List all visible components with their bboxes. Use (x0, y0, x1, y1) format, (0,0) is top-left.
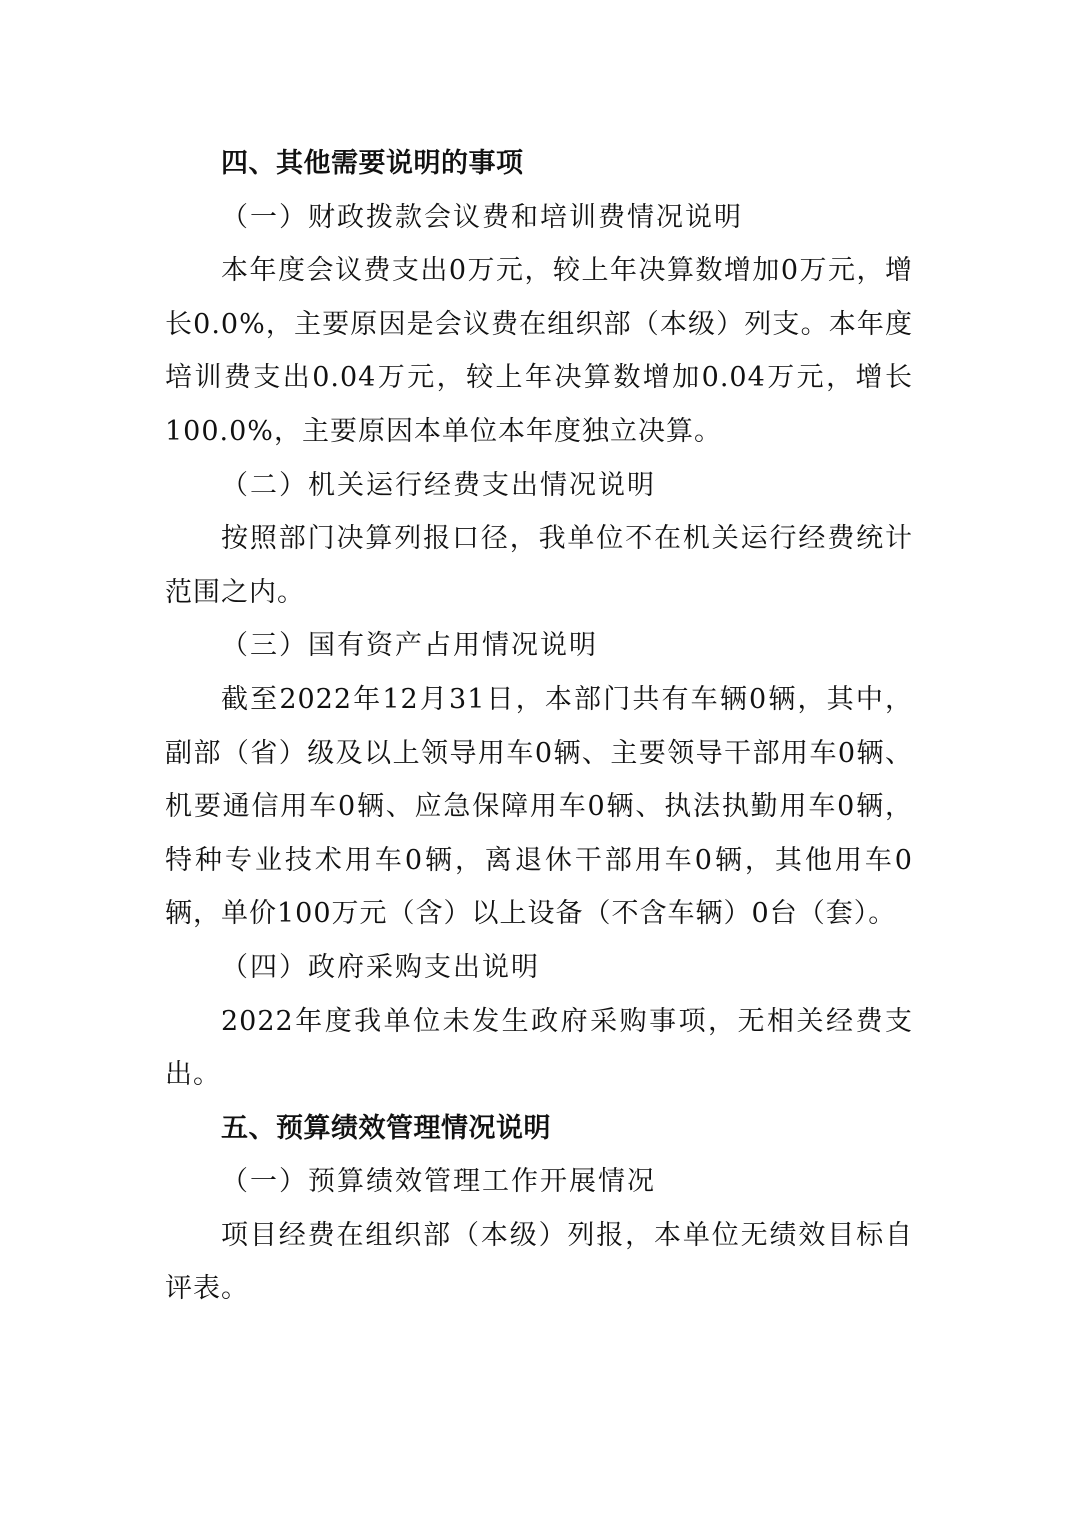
paragraph-state-assets: 截至2022年12月31日，本部门共有车辆0辆，其中，副部（省）级及以上领导用车0辆、主要领导干部用车0辆、机要通信用车0辆、应急保障用车0辆、执法执勤用车0辆，特种专业技术用车0辆，离退休干部用车0辆，其他用车0辆，单价100万元（含）以上设备（不含车辆）0台（套）。 (165, 683, 913, 930)
subsection-heading-state-assets: （三）国有资产占用情况说明 (221, 630, 598, 662)
subsection-heading-government-procurement: （四）政府采购支出说明 (221, 951, 540, 983)
document-body (165, 137, 913, 1316)
subsection-heading-performance-work: （一）预算绩效管理工作开展情况 (221, 1166, 656, 1198)
section-heading-other-matters: 四、其他需要说明的事项 (221, 148, 524, 179)
paragraph-performance-work: 项目经费在组织部（本级）列报，本单位无绩效目标自评表。 (165, 1219, 913, 1305)
paragraph-operating-expenses: 按照部门决算列报口径，我单位不在机关运行经费统计范围之内。 (165, 523, 913, 608)
section-heading-performance-management: 五、预算绩效管理情况说明 (221, 1112, 551, 1144)
subsection-heading-meeting-training-fees: （一）财政拨款会议费和培训费情况说明 (221, 201, 743, 233)
paragraph-meeting-training-fees: 本年度会议费支出0万元，较上年决算数增加0万元，增长0.0%，主要原因是会议费在组织部（本级）列支。本年度培训费支出0.04万元，较上年决算数增加0.04万元，增长100.0%，主要原因本单位本年度独立决算。 (165, 255, 913, 447)
paragraph-government-procurement: 2022年度我单位未发生政府采购事项，无相关经费支出。 (165, 1005, 913, 1091)
subsection-heading-operating-expenses: （二）机关运行经费支出情况说明 (221, 469, 656, 501)
